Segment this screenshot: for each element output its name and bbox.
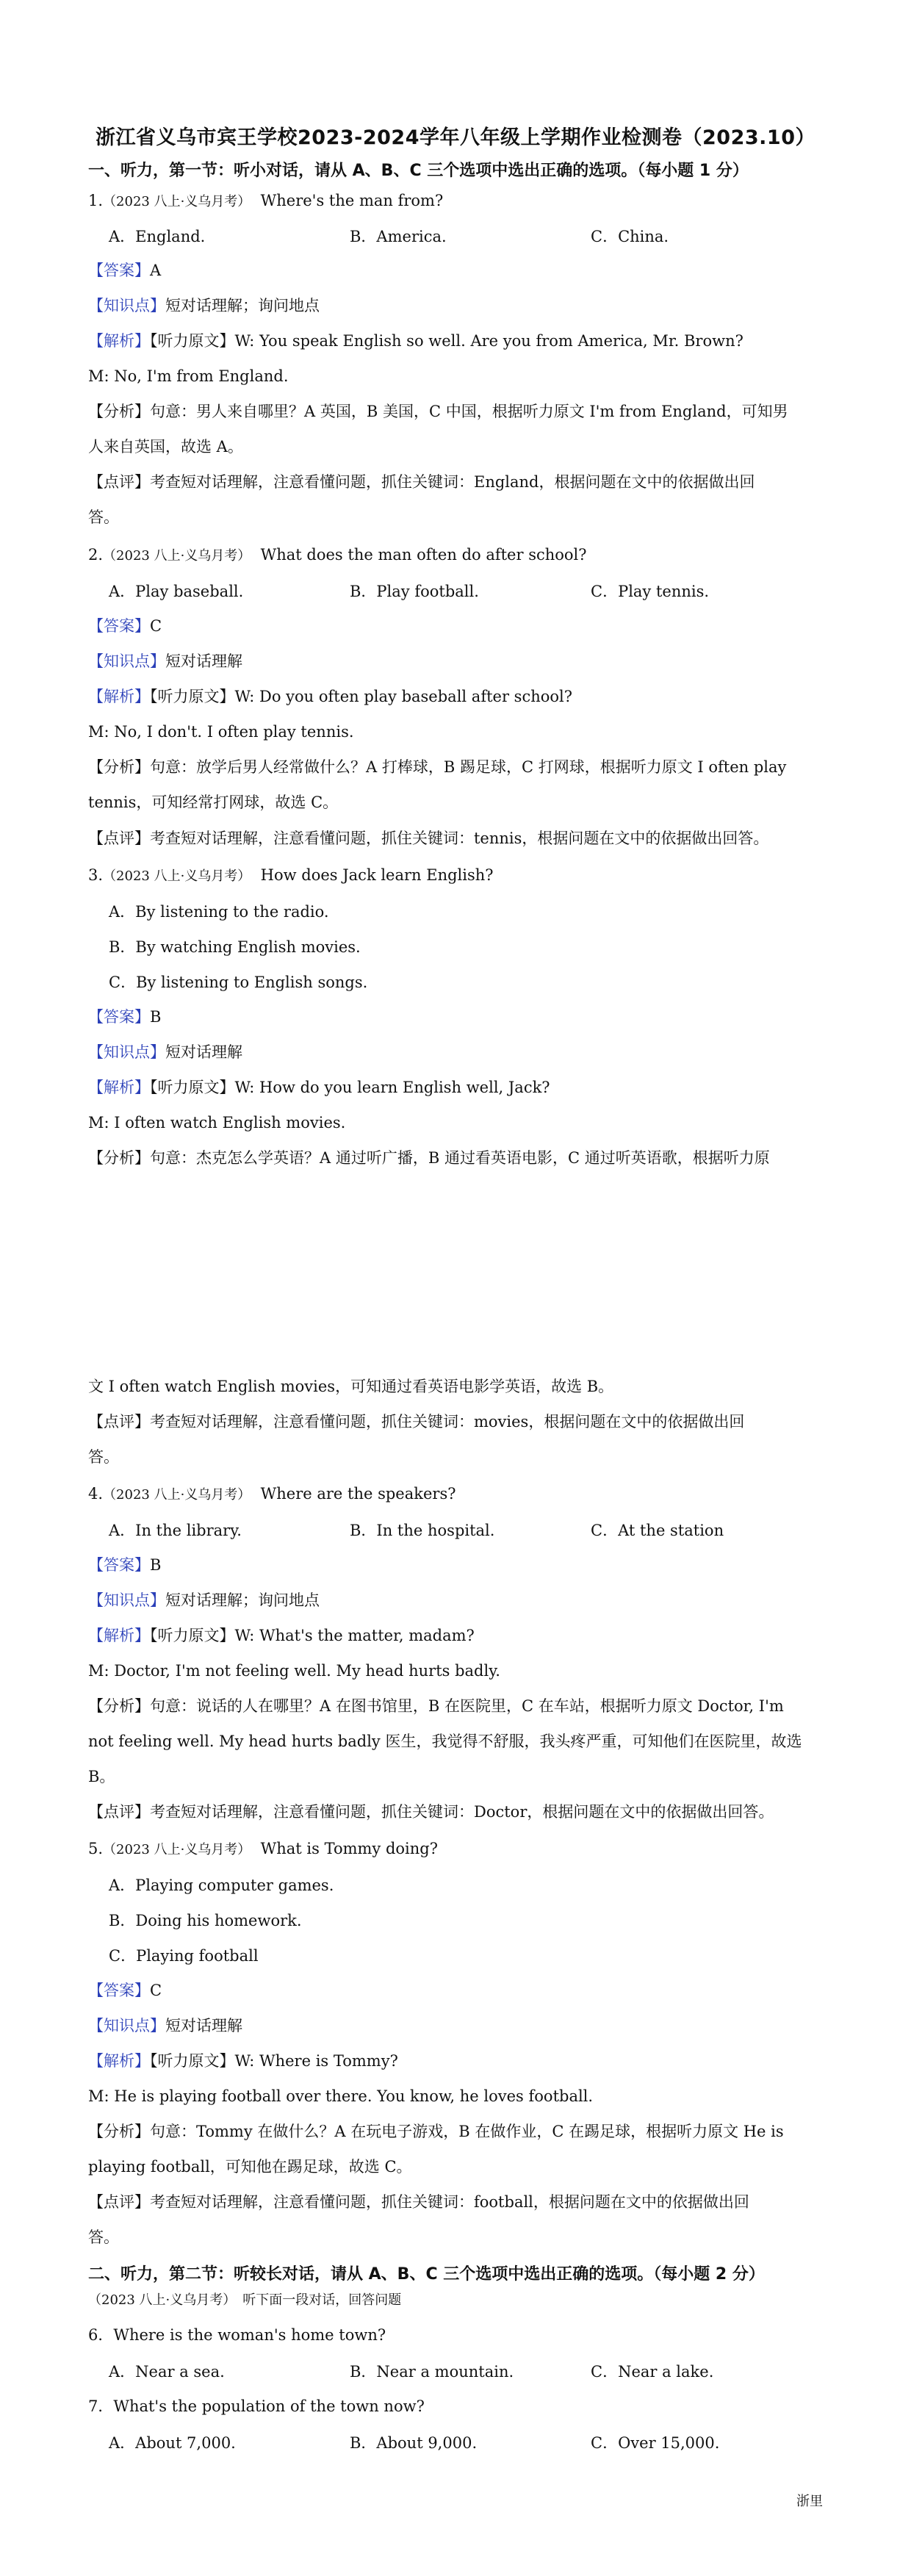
analysis-2: 【解析】【听力原文】W: Do you often play baseball after school? xyxy=(88,688,573,705)
analysis-1: 【解析】【听力原文】W: You speak English so well. Are you from America, Mr. Brown? xyxy=(88,332,743,350)
option-c: C．Over 15,000. xyxy=(591,2434,720,2452)
question-3: 3.（2023 八上·义乌月考） How does Jack learn English? xyxy=(88,866,494,884)
knowledge-point-4: 【知识点】短对话理解；询问地点 xyxy=(88,1591,320,1609)
analysis-4-line2: M: Doctor, I'm not feeling well. My head hurts badly. xyxy=(88,1662,500,1680)
option-a: A．Near a sea. xyxy=(109,2363,225,2381)
option-b: B．America. xyxy=(350,228,447,245)
fenxi-3-line1: 【分析】句意：杰克怎么学英语？A 通过听广播，B 通过看英语电影，C 通过听英语歌，根据听力原 xyxy=(88,1149,770,1167)
analysis-5: 【解析】【听力原文】W: Where is Tommy? xyxy=(88,2052,398,2070)
fenxi-1-line1: 【分析】句意：男人来自哪里？A 英国，B 美国，C 中国，根据听力原文 I'm from England，可知男 xyxy=(88,403,788,420)
section-2-intro: （2023 八上·义乌月考） 听下面一段对话，回答问题 xyxy=(88,2292,402,2308)
question-4-options xyxy=(109,1519,832,1541)
option-c: C．Play tennis. xyxy=(591,583,710,600)
comment-1: 【点评】考查短对话理解，注意看懂问题，抓住关键词：England，根据问题在文中的依据做出回 xyxy=(88,473,755,491)
knowledge-point-3: 【知识点】短对话理解 xyxy=(88,1043,242,1061)
knowledge-point-2: 【知识点】短对话理解 xyxy=(88,652,242,670)
comment-4: 【点评】考查短对话理解，注意看懂问题，抓住关键词：Doctor，根据问题在文中的依据做出回答。 xyxy=(88,1803,774,1821)
analysis-1-line2: M: No, I'm from England. xyxy=(88,367,289,385)
section-heading-1: 一、听力，第一节：听小对话，请从 A、B、C 三个选项中选出正确的选项。（每小题 1 分） xyxy=(88,162,749,180)
answer-2: 【答案】C xyxy=(88,617,162,635)
fenxi-1-line2: 人来自英国，故选 A。 xyxy=(88,438,243,456)
knowledge-point-1: 【知识点】短对话理解；询问地点 xyxy=(88,297,320,314)
fenxi-5-line1: 【分析】句意：Tommy 在做什么？A 在玩电子游戏，B 在做作业，C 在踢足球，根据听力原文 He is xyxy=(88,2123,784,2140)
question-5-option-b: B．Doing his homework. xyxy=(109,1912,302,1929)
question-1-options xyxy=(109,225,832,247)
option-c: C．Near a lake. xyxy=(591,2363,714,2381)
question-5-option-a: A．Playing computer games. xyxy=(109,1877,334,1894)
question-4: 4.（2023 八上·义乌月考） Where are the speakers? xyxy=(88,1485,456,1503)
comment-3: 【点评】考查短对话理解，注意看懂问题，抓住关键词：movies，根据问题在文中的依据做出回 xyxy=(88,1413,745,1431)
question-6: 6．Where is the woman's home town? xyxy=(88,2326,386,2344)
question-7: 7．What's the population of the town now? xyxy=(88,2397,425,2415)
fenxi-2-line1: 【分析】句意：放学后男人经常做什么？A 打棒球，B 踢足球，C 打网球，根据听力原文 I often play xyxy=(88,758,787,776)
question-1: 1.（2023 八上·义乌月考） Where's the man from? xyxy=(88,192,444,209)
comment-2: 【点评】考查短对话理解，注意看懂问题，抓住关键词：tennis，根据问题在文中的依据做出回答。 xyxy=(88,830,769,847)
option-c: C．At the station xyxy=(591,1522,724,1539)
question-7-options xyxy=(109,2431,832,2453)
option-a: A．England. xyxy=(109,228,206,245)
question-2-options xyxy=(109,580,832,602)
analysis-5-line2: M: He is playing football over there. You know, he loves football. xyxy=(88,2087,594,2105)
answer-4: 【答案】B xyxy=(88,1556,162,1574)
fenxi-3-line2: 文 I often watch English movies，可知通过看英语电影学英语，故选 B。 xyxy=(88,1378,614,1395)
analysis-3-line2: M: I often watch English movies. xyxy=(88,1114,346,1132)
section-heading-2: 二、听力，第二节：听较长对话，请从 A、B、C 三个选项中选出正确的选项。（每小题 2 分） xyxy=(88,2265,765,2284)
option-c: C．China. xyxy=(591,228,669,245)
answer-3: 【答案】B xyxy=(88,1008,162,1026)
fenxi-4-line3: B。 xyxy=(88,1768,115,1785)
option-b: B．About 9,000. xyxy=(350,2434,478,2452)
answer-5: 【答案】C xyxy=(88,1982,162,1999)
analysis-4: 【解析】【听力原文】W: What's the matter, madam? xyxy=(88,1627,475,1644)
question-3-option-a: A．By listening to the radio. xyxy=(109,903,329,921)
option-a: A．Play baseball. xyxy=(109,583,244,600)
option-a: A．About 7,000. xyxy=(109,2434,236,2452)
option-a: A．In the library. xyxy=(109,1522,242,1539)
comment-5: 【点评】考查短对话理解，注意看懂问题，抓住关键词：football，根据问题在文中的依据做出回 xyxy=(88,2193,749,2211)
question-5: 5.（2023 八上·义乌月考） What is Tommy doing? xyxy=(88,1840,438,1857)
comment-3-line2: 答。 xyxy=(88,1448,119,1466)
comment-5-line2: 答。 xyxy=(88,2228,119,2246)
comment-1-line2: 答。 xyxy=(88,508,119,526)
fenxi-4-line2: not feeling well. My head hurts badly 医生，我觉得不舒服，我头疼严重，可知他们在医院里，故选 xyxy=(88,1733,802,1750)
option-b: B．Play football. xyxy=(350,583,479,600)
answer-1: 【答案】A xyxy=(88,262,162,279)
option-b: B．In the hospital. xyxy=(350,1522,495,1539)
analysis-2-line2: M: No, I don't. I often play tennis. xyxy=(88,723,354,741)
fenxi-4-line1: 【分析】句意：说话的人在哪里？A 在图书馆里，B 在医院里，C 在车站，根据听力原文 Doctor, I'm xyxy=(88,1697,784,1715)
fenxi-5-line2: playing football，可知他在踢足球，故选 C。 xyxy=(88,2158,412,2176)
question-3-option-b: B．By watching English movies. xyxy=(109,938,361,956)
question-2: 2.（2023 八上·义乌月考） What does the man often do after school? xyxy=(88,546,587,564)
question-5-option-c: C．Playing football xyxy=(109,1947,259,1965)
fenxi-2-line2: tennis，可知经常打网球，故选 C。 xyxy=(88,794,339,811)
question-3-option-c: C．By listening to English songs. xyxy=(109,974,368,991)
analysis-3: 【解析】【听力原文】W: How do you learn English well, Jack? xyxy=(88,1079,550,1096)
question-6-options xyxy=(109,2360,832,2382)
option-b: B．Near a mountain. xyxy=(350,2363,514,2381)
page-footer: 浙里 xyxy=(796,2494,823,2509)
page-title: 浙江省义乌市宾王学校2023-2024学年八年级上学期作业检测卷（2023.10） xyxy=(96,126,815,149)
knowledge-point-5: 【知识点】短对话理解 xyxy=(88,2017,242,2034)
